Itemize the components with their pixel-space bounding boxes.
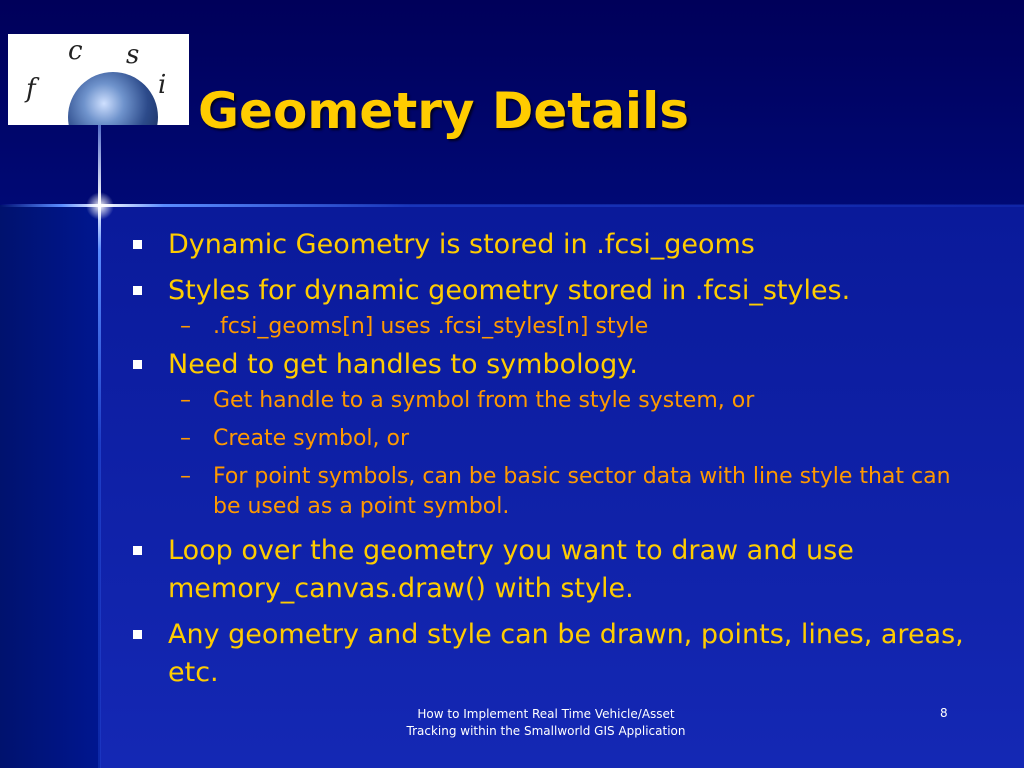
bullet-text: Any geometry and style can be drawn, points, lines, areas, etc.: [168, 619, 964, 688]
sub-bullet-text: Get handle to a symbol from the style system, or: [213, 388, 755, 413]
bullet-item: [130, 616, 980, 692]
slide-number: 8: [940, 706, 948, 720]
slide-title: Geometry Details: [198, 82, 689, 140]
fcsi-logo: [8, 34, 189, 125]
globe-icon: [68, 72, 158, 125]
left-band: [0, 205, 100, 768]
sub-bullet-item: [130, 462, 980, 522]
footer-line-1: How to Implement Real Time Vehicle/Asset: [417, 707, 675, 721]
bullet-item: [130, 532, 980, 608]
square-bullet-icon: [133, 546, 142, 555]
sub-bullet-item: [130, 386, 980, 416]
bullet-text: Loop over the geometry you want to draw and use memory_canvas.draw() with style.: [168, 535, 854, 604]
sparkle-decoration: [86, 192, 114, 220]
bullet-item: [130, 226, 980, 264]
square-bullet-icon: [133, 240, 142, 249]
bullet-list: [130, 226, 980, 700]
sub-bullet-text: For point symbols, can be basic sector data with line style that can be used as a point symbol.: [213, 464, 951, 519]
sub-bullet-item: [130, 312, 980, 342]
footer-line-2: Tracking within the Smallworld GIS Application: [406, 724, 686, 738]
sub-bullet-text: .fcsi_geoms[n] uses .fcsi_styles[n] style: [213, 314, 649, 339]
bullet-item: [130, 272, 980, 310]
bullet-text: Need to get handles to symbology.: [168, 349, 638, 380]
logo-letter-f: f: [26, 74, 36, 104]
dash-bullet-icon: –: [180, 314, 191, 339]
dash-bullet-icon: –: [180, 388, 191, 413]
horizontal-divider: [0, 204, 1024, 207]
logo-letter-i: i: [158, 70, 167, 100]
square-bullet-icon: [133, 360, 142, 369]
bullet-text: Dynamic Geometry is stored in .fcsi_geoms: [168, 229, 755, 260]
dash-bullet-icon: –: [180, 426, 191, 451]
footer-caption: [360, 706, 732, 740]
dash-bullet-icon: –: [180, 464, 191, 489]
bullet-item: [130, 346, 980, 384]
logo-letter-c: c: [68, 36, 83, 66]
bullet-text: Styles for dynamic geometry stored in .fcsi_styles.: [168, 275, 851, 306]
square-bullet-icon: [133, 630, 142, 639]
logo-letter-s: s: [126, 40, 140, 70]
sub-bullet-item: [130, 424, 980, 454]
sub-bullet-text: Create symbol, or: [213, 426, 410, 451]
square-bullet-icon: [133, 286, 142, 295]
